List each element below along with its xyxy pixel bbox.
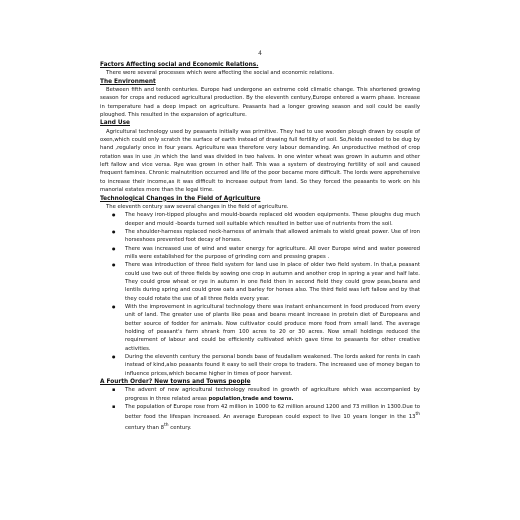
heading-factors: Factors Affecting social and Economic Relations. [100, 62, 259, 68]
tech-bullet-list [100, 211, 420, 378]
superscript: th [415, 412, 420, 418]
paragraph-land-use: Agricultural technology used by peasants initially was primitive. They had to use wooden plough drawn by couple of oxen,which could only scratch the surface of earth instead of drawing full fertility of soil. So,fields needed to be dug by hand ,regularly once in four years. Agriculture was therefore very labour demanding. An unproductive method of crop rotation was in use ,in which the land was divided in two halves. In one winter wheat was grown in autumn and other left fallow and vice versa. Rye was grown in other half. This was a system of destroying fertility of soil and caused frequent famines. Chronic malnutrition occurred and life of the poor became more difficult. The lords were apprehensive to increase their income,as it was difficult to increase output from land. So they forced the peasants to work on his manorial estates more than the legal time. [100, 128, 420, 194]
list-item: ● There was increased use of wind and water energy for agriculture. All over Europe wind and water powered mills were established for the purpose of grinding corn and pressing grapes . [125, 245, 420, 262]
bullet-text: The advent of new agricultural technology resulted in growth of agriculture which was accompanied by progress in three related areas [125, 387, 420, 402]
paragraph-tech-intro: The eleventh century saw several changes in the field of agriculture. [106, 203, 289, 210]
heading-environment: The Environment [100, 78, 156, 85]
list-item: ● With the improvement in agricultural technology there was instant enhancement in food produced from every unit of land. The greater use of plants like peas and beans meant increase in protein diet of Europeans and better source of fodder for animals. Now cultivator could produce more food from small land. The average holding of peasant's farm shrank from 100 acres to 20 or 30 acres. Now small holdings reduced the requirement of labour and could be efficiently cultivated which gave time to peasants for other creative activities. [125, 303, 420, 353]
list-item: ● During the eleventh century the personal bonds base of feudalism weakened. The lords asked for rents in cash instead of kind,also peasants found it easy to sell their crops to traders. The increased use of money began to influence prices,which became higher in times of poor harvest. [125, 353, 420, 378]
list-item [125, 386, 420, 403]
bullet-text: century than 8 [125, 424, 165, 431]
fourth-order-bullet-list [100, 386, 420, 431]
paragraph-factors: There were several processes which were affecting the social and economic relations. [106, 70, 334, 77]
bullet-text: The population of Europe rose from 42 million in 1000 to 62 million around 1200 and 73 million in 1300.Due to better food the lifespan increased. An average European could expect to live 10 years longer in the 13 [125, 404, 420, 421]
heading-fourth-order: A Fourth Order? New towns and Towns people [100, 379, 251, 386]
superscript: th [164, 422, 169, 428]
paragraph-environment: Between fifth and tenth centuries. Europe had undergone an extreme cold climatic change. This shortened growing season for crops and reduced agricultural production. By the eleventh century,Europe entered a warm phase. Increase in temperature had a deep impact on agriculture. Peasants had a longer growing season and soil could be easily ploughed. This resulted in the expansion of agriculture. [100, 87, 420, 119]
bullet-text: century. [170, 424, 192, 431]
bold-phrase: population,trade and towns. [208, 395, 294, 402]
heading-land-use: Land Use [100, 120, 130, 127]
page-content [100, 61, 420, 432]
list-item: ● The heavy iron-tipped ploughs and mould-boards replaced old wooden equipments. These ploughs dug much deeper and mould -boards turned soil suitable which resulted in better use of nutrients from the soil. [125, 211, 420, 228]
list-item: ● There was introduction of three field system for land use in place of older two field system. In that,a peasant could use two out of three fields by sowing one crop in autumn and another crop in spring a year and half late. They could grow wheat or rye in autumn in one field then in second field they could grow peas,beans and lentils during spring and could grow oats and barley for horses also. The third field was left fallow and by that they could rotate the use of all three fields every year. [125, 261, 420, 303]
list-item [125, 403, 420, 432]
heading-technological-changes: Technological Changes in the Field of Agriculture [100, 195, 261, 202]
page-number: 4 [258, 50, 262, 57]
list-item: ● The shoulder-harness replaced neck-harness of animals that allowed animals to wield great power. Use of iron horseshoes prevented foot decay of horses. [125, 228, 420, 245]
